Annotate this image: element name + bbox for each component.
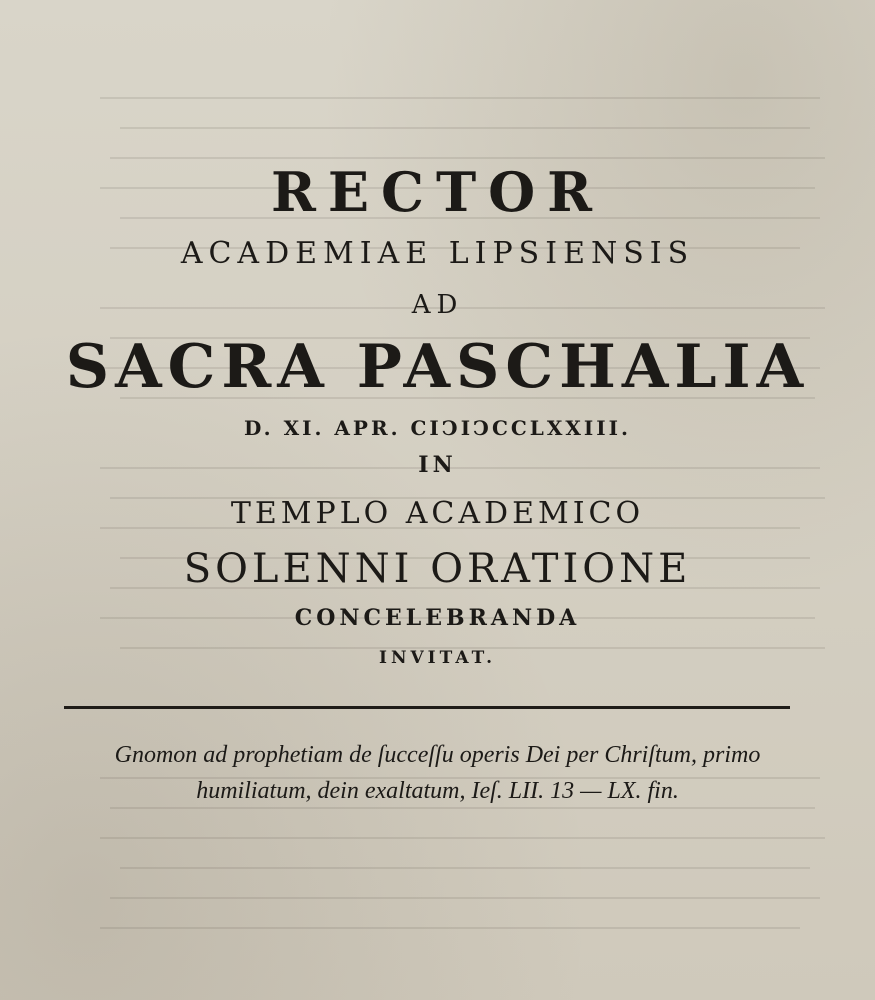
title-concelebranda: CONCELEBRANDA — [294, 605, 581, 631]
title-academiae-lipsiensis: ACADEMIAE LIPSIENSIS — [180, 236, 695, 271]
subtitle-line-1: Gnomon ad prophetiam de ſucceſſu operis Dei per Chriſtum, primo — [114, 742, 761, 768]
title-templo-academico: TEMPLO ACADEMICO — [230, 496, 645, 531]
title-date: D. XI. APR. CIↃIↃCCLXXIII. — [244, 416, 631, 440]
title-invitat: INVITAT. — [379, 648, 496, 668]
title-solenni-oratione: SOLENNI ORATIONE — [183, 546, 692, 592]
title-rector: RECTOR — [270, 160, 605, 224]
title-ad: AD — [411, 290, 464, 320]
subtitle-line-2: humiliatum, dein exaltatum, Ieſ. LII. 13 — LX. fin. — [196, 778, 679, 804]
title-in: IN — [418, 452, 457, 478]
title-sacra-paschalia: SACRA PASCHALIA — [65, 332, 810, 402]
horizontal-rule — [64, 706, 790, 709]
